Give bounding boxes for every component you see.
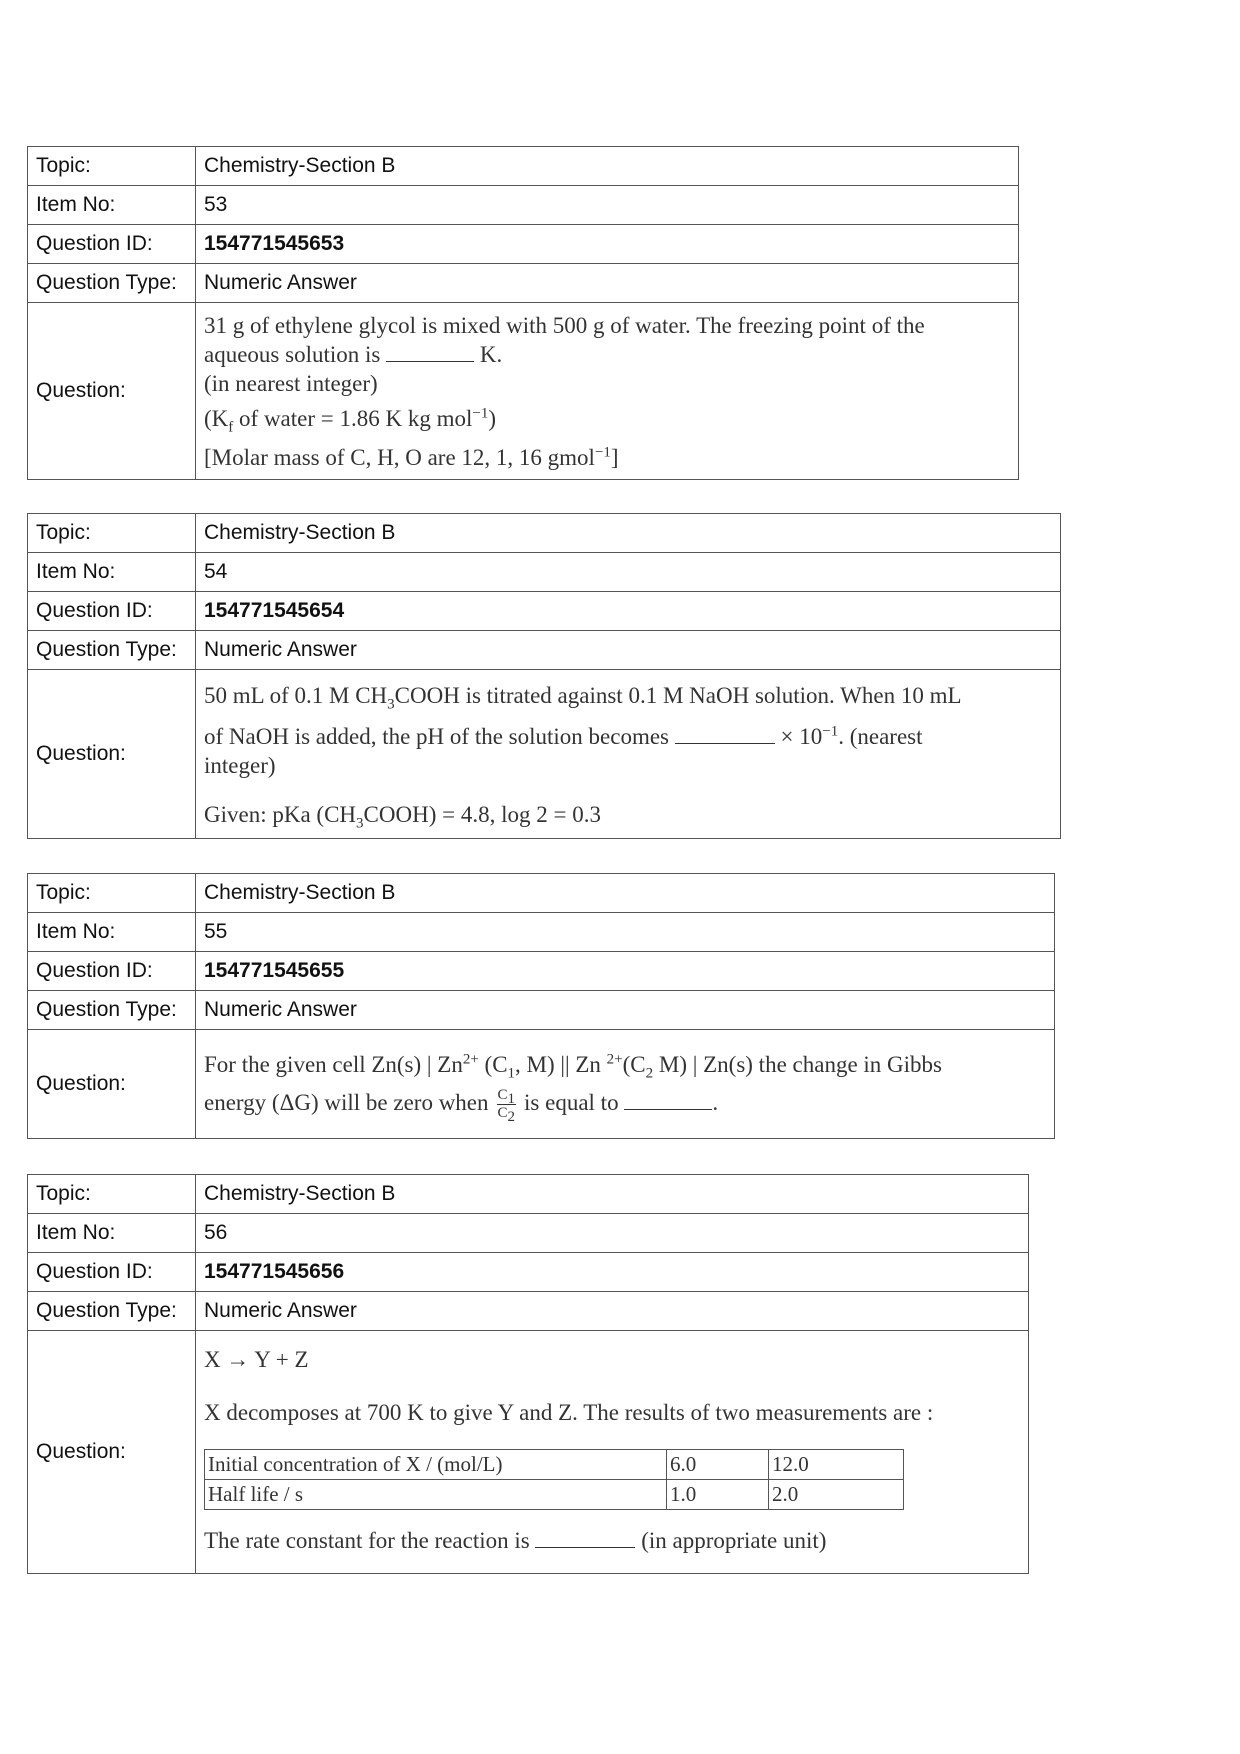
topic-row (28, 1175, 1029, 1214)
question-line: of NaOH is added, the pH of the solution becomes × $10^{-1}$. (nearest (204, 723, 923, 749)
question-id-label: Question ID: (28, 952, 196, 991)
table-cell: Half life / s (205, 1480, 667, 1510)
question-id-row (28, 592, 1061, 631)
topic-value: Chemistry-Section B (196, 514, 1061, 553)
question-type-label: Question Type: (28, 991, 196, 1030)
question-line: aqueous solution is K. (204, 341, 503, 367)
question-id-label: Question ID: (28, 1253, 196, 1292)
answer-blank (386, 347, 474, 362)
question-type-row (28, 631, 1061, 670)
question-text (196, 1030, 1055, 1139)
question-line: ($K_f$ of water = 1.86 K kg mol$^{-1}$) (204, 404, 497, 436)
topic-label: Topic: (28, 1175, 196, 1214)
item-no-value: 55 (196, 913, 1055, 952)
item-no-row (28, 186, 1019, 225)
item-no-row (28, 913, 1055, 952)
item-no-label: Item No: (28, 913, 196, 952)
topic-label: Topic: (28, 874, 196, 913)
question-label: Question: (28, 303, 196, 480)
question-id-label: Question ID: (28, 225, 196, 264)
question-id-label: Question ID: (28, 592, 196, 631)
question-label: Question: (28, 1331, 196, 1574)
topic-row (28, 147, 1019, 186)
topic-value: Chemistry-Section B (196, 874, 1055, 913)
table-row (205, 1480, 904, 1510)
topic-value: Chemistry-Section B (196, 147, 1019, 186)
question-id-value: 154771545656 (196, 1253, 1029, 1292)
question-line: energy (ΔG) will be zero when $\frac{C_1}{C_2}$ is equal to . (204, 1087, 719, 1125)
question-id-value: 154771545655 (196, 952, 1055, 991)
question-text (196, 303, 1019, 480)
reaction-equation: X → Y + Z (204, 1347, 309, 1372)
question-id-row (28, 225, 1019, 264)
item-no-value: 53 (196, 186, 1019, 225)
question-id-row (28, 952, 1055, 991)
question-type-row (28, 264, 1019, 303)
question-block-56 (27, 1174, 1029, 1574)
question-line: 31 g of ethylene glycol is mixed with 500 g of water. The freezing point of the (204, 312, 925, 338)
topic-label: Topic: (28, 147, 196, 186)
table-cell: 12.0 (769, 1450, 904, 1480)
question-text (196, 670, 1061, 839)
answer-blank (535, 1533, 635, 1548)
table-cell: 1.0 (667, 1480, 769, 1510)
question-type-row (28, 1292, 1029, 1331)
item-no-label: Item No: (28, 553, 196, 592)
question-text (196, 1331, 1029, 1574)
question-row (28, 303, 1019, 480)
question-block-55 (27, 873, 1055, 1139)
item-no-label: Item No: (28, 186, 196, 225)
item-no-value: 54 (196, 553, 1061, 592)
question-type-value: Numeric Answer (196, 1292, 1029, 1331)
item-no-row (28, 553, 1061, 592)
question-label: Question: (28, 670, 196, 839)
question-line: 50 mL of 0.1 M $CH_3COOH$ is titrated against 0.1 M NaOH solution. When 10 mL (204, 683, 962, 713)
item-no-row (28, 1214, 1029, 1253)
answer-blank (624, 1095, 712, 1110)
question-id-row (28, 1253, 1029, 1292)
topic-row (28, 514, 1061, 553)
question-block-54 (27, 513, 1061, 839)
item-no-label: Item No: (28, 1214, 196, 1253)
topic-label: Topic: (28, 514, 196, 553)
table-cell: 6.0 (667, 1450, 769, 1480)
table-cell: 2.0 (769, 1480, 904, 1510)
question-row (28, 670, 1061, 839)
answer-blank (675, 729, 775, 744)
question-type-row (28, 991, 1055, 1030)
question-line: [Molar mass of C, H, O are 12, 1, 16 gmol$^{-1}$] (204, 443, 619, 470)
question-id-value: 154771545653 (196, 225, 1019, 264)
table-row (205, 1450, 904, 1480)
question-line: For the given cell Zn(s) | $Zn^{2+}$ ($C_1$, M) || Zn $^{2+}(C_2$ M) | Zn(s) the change in Gibbs (204, 1051, 942, 1082)
table-cell: Initial concentration of X / (mol/L) (205, 1450, 667, 1480)
question-row (28, 1030, 1055, 1139)
question-type-label: Question Type: (28, 264, 196, 303)
question-id-value: 154771545654 (196, 592, 1061, 631)
item-no-value: 56 (196, 1214, 1029, 1253)
question-block-53 (27, 146, 1019, 480)
ratio-fraction: $\frac{C_1}{C_2}$ (497, 1087, 516, 1125)
question-line: Given: pKa $(CH_3COOH) = 4.8$, log 2 = 0.3 (204, 802, 601, 832)
question-type-label: Question Type: (28, 1292, 196, 1331)
question-label: Question: (28, 1030, 196, 1139)
question-type-value: Numeric Answer (196, 631, 1061, 670)
question-line: (in nearest integer) (204, 370, 378, 396)
question-type-label: Question Type: (28, 631, 196, 670)
question-line: X decomposes at 700 K to give Y and Z. The results of two measurements are : (204, 1400, 934, 1425)
topic-row (28, 874, 1055, 913)
question-type-value: Numeric Answer (196, 991, 1055, 1030)
question-line: integer) (204, 753, 276, 778)
question-line: The rate constant for the reaction is (in appropriate unit) (204, 1528, 827, 1553)
question-row (28, 1331, 1029, 1574)
measurement-table (204, 1449, 904, 1510)
question-type-value: Numeric Answer (196, 264, 1019, 303)
topic-value: Chemistry-Section B (196, 1175, 1029, 1214)
